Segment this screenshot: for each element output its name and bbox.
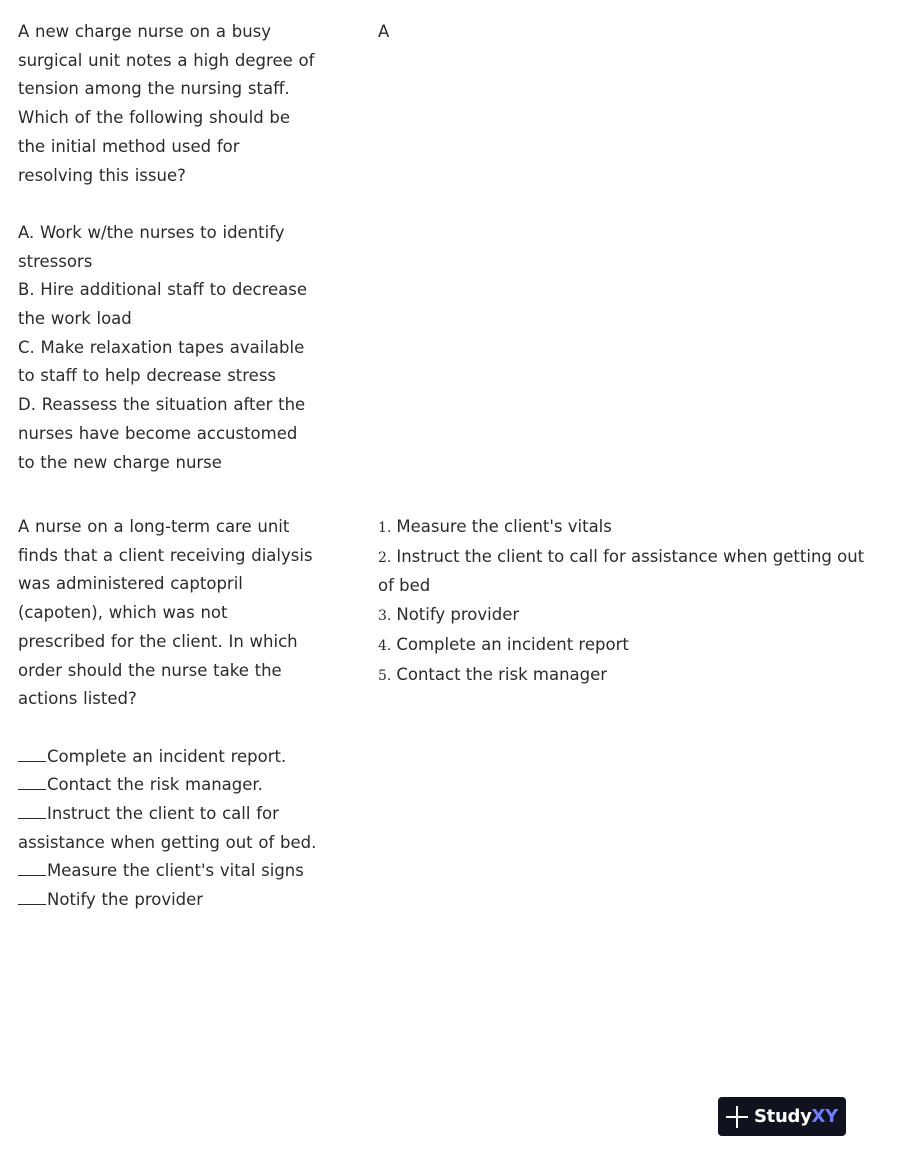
- blank-item: [18, 800, 308, 829]
- answer-list-item: [378, 543, 865, 573]
- studyxy-logo[interactable]: [718, 1097, 846, 1136]
- term-line: A new charge nurse on a busy: [18, 22, 272, 41]
- list-text: Notify provider: [396, 605, 520, 625]
- term-2: [18, 513, 317, 915]
- blank-line: [18, 888, 46, 905]
- list-text: Complete an incident report: [396, 634, 629, 654]
- option-line: nurses have become accustomed: [18, 423, 298, 443]
- blank-item-text: Measure the client's vital signs: [47, 861, 304, 881]
- answer-text: A: [378, 22, 390, 41]
- list-text: Instruct the client to call for assistance when getting out: [396, 546, 865, 566]
- option-line: D. Reassess the situation after the: [18, 395, 306, 415]
- list-number: 4.: [378, 637, 392, 654]
- option-line: stressors: [18, 251, 93, 271]
- term-line: Which of the following should be: [18, 108, 291, 128]
- term-line: actions listed?: [18, 689, 137, 709]
- definition-1: [378, 18, 858, 47]
- blank-line: [18, 773, 46, 790]
- option-line: C. Make relaxation tapes available: [18, 337, 305, 357]
- term-line: finds that a client receiving dialysis: [18, 545, 313, 565]
- blank-item-text: Complete an incident report.: [47, 746, 287, 766]
- term-line: surgical unit notes a high degree of: [18, 50, 315, 70]
- term-line: order should the nurse take the: [18, 660, 282, 680]
- blank-item: [18, 886, 308, 915]
- answer-list-item: [378, 513, 858, 543]
- list-number: 3.: [378, 608, 392, 625]
- option-line: A. Work w/the nurses to identify: [18, 222, 285, 242]
- brand-name: [754, 1106, 838, 1127]
- definition-2: [378, 513, 865, 690]
- blank-item-continuation: assistance when getting out of bed.: [18, 832, 317, 852]
- list-number: 5.: [378, 667, 392, 684]
- option-line: to the new charge nurse: [18, 452, 222, 472]
- blank-line: [18, 859, 46, 876]
- term-line: prescribed for the client. In which: [18, 631, 298, 651]
- term-line: the initial method used for: [18, 136, 240, 156]
- spacer: [18, 714, 308, 743]
- blank-item: [18, 771, 308, 800]
- option-line: to staff to help decrease stress: [18, 366, 277, 386]
- brand-name-main: Study: [754, 1106, 812, 1127]
- answer-list-item: [378, 661, 858, 691]
- term-line: A nurse on a long-term care unit: [18, 517, 290, 536]
- answer-list-item: [378, 572, 858, 601]
- blank-item-text: Instruct the client to call for: [47, 804, 279, 824]
- list-number: 1.: [378, 520, 392, 536]
- blank-item-text: Contact the risk manager.: [47, 775, 263, 795]
- list-number: 2.: [378, 549, 392, 566]
- option-line: B. Hire additional staff to decrease: [18, 280, 308, 300]
- brand-name-accent: XY: [811, 1106, 838, 1127]
- term-line: (capoten), which was not: [18, 603, 228, 623]
- answer-list-item: [378, 631, 858, 661]
- blank-line: [18, 802, 46, 819]
- option-line: the work load: [18, 309, 132, 329]
- answer-list-item: [378, 601, 858, 631]
- list-text: Measure the client's vitals: [396, 517, 612, 536]
- blank-item-text: Notify the provider: [47, 890, 204, 910]
- term-line: was administered captopril: [18, 574, 243, 594]
- term-line: resolving this issue?: [18, 165, 186, 185]
- term-line: tension among the nursing staff.: [18, 79, 290, 99]
- plus-icon: [726, 1106, 748, 1128]
- blank-item: [18, 857, 308, 886]
- spacer: [18, 190, 308, 219]
- blank-line: [18, 745, 46, 762]
- list-text: Contact the risk manager: [396, 664, 608, 684]
- list-text: of bed: [378, 576, 431, 596]
- term-1: [18, 18, 315, 477]
- blank-item: [18, 743, 308, 772]
